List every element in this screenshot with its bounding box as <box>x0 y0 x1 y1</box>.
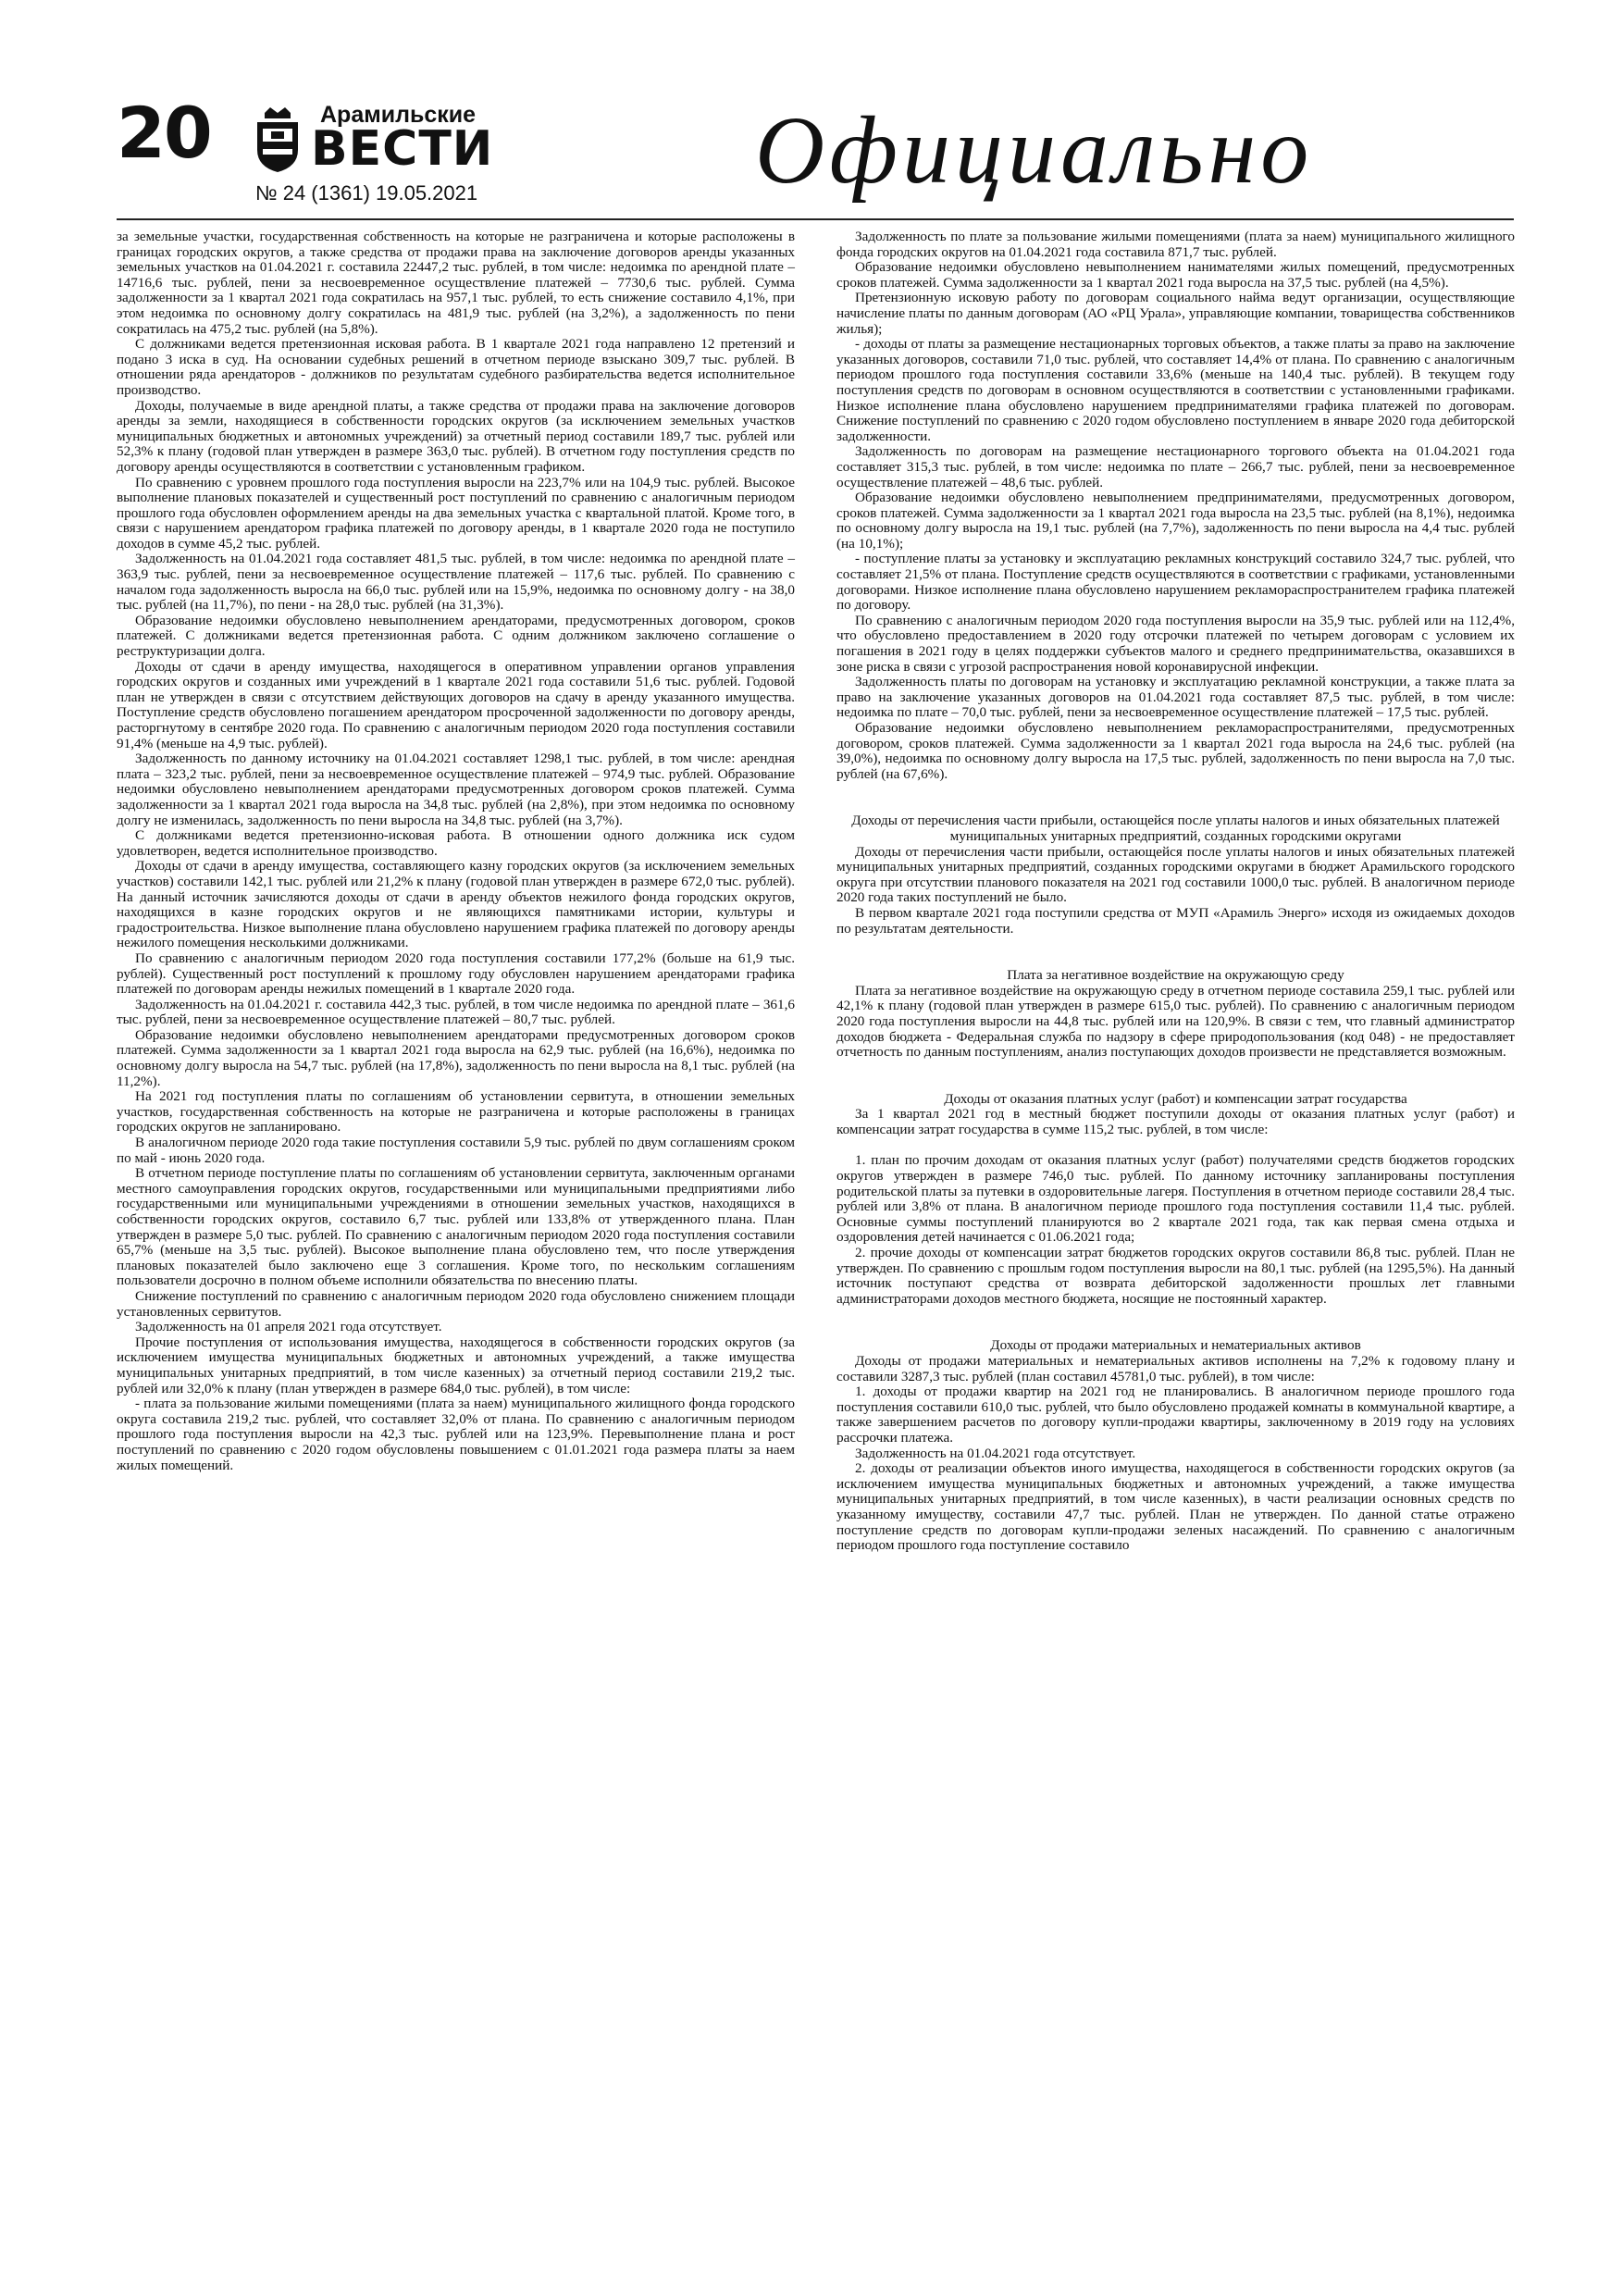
paragraph: 2. доходы от реализации объектов иного имущества, находящегося в собственности городских округов (за исключением имущества муниципальных бюджетных и автономных учреждений, а также имущества муниципальных унитарных предприятий, в том числе казенных), в части реализации основных средств по указанному имуществу, составили 47,7 тыс. рублей. План не утвержден. По данной статье отражено поступление средств по договорам купли-продажи зеленых насаждений. По сравнению с аналогичным периодом прошлого года поступление составило <box>836 1460 1515 1554</box>
paragraph: - поступление платы за установку и эксплуатацию рекламных конструкций составило 324,7 тыс. рублей, что составляет 21,5% от плана. Поступление средств осуществляются в соответствии с графиками, установленными договорами. Низкое исполнение плана обусловлено нарушением рекламораспространителем графика платежей по договору. <box>836 551 1515 614</box>
header-rule <box>117 218 1514 220</box>
paragraph: Задолженность по данному источнику на 01.04.2021 составляет 1298,1 тыс. рублей, в том числе: арендная плата – 323,2 тыс. рублей, пени за несвоевременное осуществление платежей – 974,9 тыс. рублей. Образование недоимки обусловлено невыполнением арендаторами предусмотренных договором сроков платежей. Сумма задолженности за 1 квартал 2021 года выросла на 34,8 тыс. рублей (на 2,8%), при этом недоимка по основному долгу не изменилась, задолженность по пени выросла на 34,8 тыс. рублей (на 3,7%). <box>117 751 795 828</box>
paragraph: На 2021 год поступления платы по соглашениям об установлении сервитута, в отношении земельных участков, государственная собственность на которые не разграничена и которые расположены в границах городских округов не запланировано. <box>117 1088 795 1136</box>
paragraph: С должниками ведется претензионно-исковая работа. В отношении одного должника иск судом удовлетворен, ведется исполнительное производство. <box>117 827 795 859</box>
paragraph: Образование недоимки обусловлено невыполнением арендаторами предусмотренных договором сроков платежей. Сумма задолженности за 1 квартал 2021 года выросла на 62,9 тыс. рублей (на 16,6%), недоимка по основному долгу выросла на 54,7 тыс. рублей (на 17,8%), задолженность по пени выросла на 8,1 тыс. рублей (на 11,2%). <box>117 1026 795 1089</box>
spacer <box>836 937 1515 968</box>
section-heading-profit: Доходы от перечисления части прибыли, остающейся после уплаты налогов и иных обязательных платежей муниципальных унитарных предприятий, созданных городскими округами <box>851 813 1500 844</box>
spacer <box>836 1061 1515 1092</box>
paragraph: Плата за негативное воздействие на окружающую среду в отчетном периоде составила 259,1 тыс. рублей или 42,1% к плану (годовой план утвержден в размере 615,0 тыс. рублей). По сравнению с аналогичным периодом 2020 года поступления выросли на 44,8 тыс. рублей или на 120,9%. В связи с тем, что главный администратор доходов бюджета - Федеральная служба по надзору в сфере природопользования (код 048) - не предоставляет отчетность по данным поступлениям, анализ поступающих доходов произвести не представляется возможным. <box>836 982 1515 1061</box>
paragraph: В отчетном периоде поступление платы по соглашениям об установлении сервитута, заключенным органами местного самоуправления городских округов, государственными или муниципальными предприятиями либо государственными или муниципальными учреждениями в отношении земельных участков, находящихся в собственности городских округов, составило 6,7 тыс. рублей или 133,8% от утвержденного плана. План утвержден в размере 5,0 тыс. рублей. По сравнению с аналогичным периодом 2020 года поступления составили 65,7% (меньше на 3,5 тыс. рублей). Высокое выполнение плана обусловлено тем, что после утверждения плановых показателей было заключено еще 3 соглашения. Кроме того, по нескольким соглашениям пользователи досрочно в полном объеме исполнили обязательства по внесению платы. <box>117 1165 795 1289</box>
paragraph: 1. доходы от продажи квартир на 2021 год не планировались. В аналогичном периоде прошлого года поступления составили 610,0 тыс. рублей, что было обусловлено продажей комнаты в коммунальной квартире, а также завершением расчетов по договору купли-продажи квартиры, заключенному в 2019 году на условиях рассрочки платежа. <box>836 1384 1515 1446</box>
paragraph: В первом квартале 2021 года поступили средства от МУП «Арамиль Энерго» исходя из ожидаемых доходов по результатам деятельности. <box>836 904 1515 937</box>
spacer <box>836 1307 1515 1338</box>
paragraph: Снижение поступлений по сравнению с аналогичным периодом 2020 года обусловлено снижением площади установленных сервитутов. <box>117 1287 795 1320</box>
left-column <box>117 230 795 1473</box>
logo-title: ВЕСТИ <box>311 121 494 177</box>
paragraph: 1. план по прочим доходам от оказания платных услуг (работ) получателями средств бюджетов городских округов утвержден в размере 746,0 тыс. рублей. По данному источнику запланированы поступления родительской платы за путевки в оздоровительные лагеря. Поступления в отчетном периоде составили 28,4 тыс. рублей или 3,8% от плана. В аналогичном периоде прошлого года поступления составили 11,4 тыс. рублей. Основные суммы поступлений планируются во 2 квартале 2021 года, так как первая смена отдыха и оздоровления детей начинается с 01.06.2021 года; <box>836 1152 1515 1246</box>
paragraph: Доходы от сдачи в аренду имущества, находящегося в оперативном управлении органов управления городских округов и созданных ими учреждений в 1 квартале 2021 года составили 51,6 тыс. рублей. Годовой план не утвержден в связи с отсутствием действующих договоров на сдачу в аренду указанного имущества. Поступление средств обусловлено погашением арендатором просроченной задолженности по договору аренды, расторгнутому в сентябре 2020 года. По сравнению с аналогичным периодом 2020 года поступления составили 91,4% (меньше на 4,9 тыс. рублей). <box>117 658 795 751</box>
paragraph: Образование недоимки обусловлено невыполнением нанимателями жилых помещений, предусмотренных сроков платежей. Сумма задолженности за 1 квартал 2021 года выросла на 37,5 тыс. рублей (на 4,5%). <box>836 259 1515 291</box>
page-number: 20 <box>117 92 211 174</box>
paragraph: за земельные участки, государственная собственность на которые не разграничена и которые расположены в границах городских округов, а также средства от продажи права на заключение договоров аренды указанных земельных участков на 01.04.2021 г. составила 22447,2 тыс. рублей, в том числе: недоимка по арендной плате – 14716,6 тыс. рублей, пени за несвоевременное осуществление платежей – 7730,6 тыс. рублей. Сумма задолженности за 1 квартал 2021 года сократилась на 957,1 тыс. рублей, то есть снижение составило 4,1%, при этом недоимка по основному долгу сократилась на 481,9 тыс. рублей (на 3,2%), а задолженность по пени сократилась на 475,2 тыс. рублей (на 5,8%). <box>117 229 795 337</box>
spacer <box>836 1137 1515 1153</box>
paragraph: По сравнению с уровнем прошлого года поступления выросли на 223,7% или на 104,9 тыс. рублей. Высокое выполнение плановых показателей и существенный рост поступлений по сравнению с аналогичным периодом прошлого года обусловлен оформлением аренды на два земельных участка с квартальной платой. Кроме того, в связи с нарушением арендатором графика платежей по договору аренды, в 1 квартале 2020 года не поступило доходов в сумме 45,2 тыс. рублей. <box>117 474 795 552</box>
paragraph: В аналогичном периоде 2020 года такие поступления составили 5,9 тыс. рублей по двум соглашениям сроком по май - июнь 2020 года. <box>117 1135 795 1166</box>
paragraph: Доходы от перечисления части прибыли, остающейся после уплаты налогов и иных обязательных платежей муниципальных унитарных предприятий, созданных городскими округами в бюджет Арамильского городского округа при отсутствии планового показателя на 2021 год составили 1000,0 тыс. рублей. В аналогичном периоде 2020 года таких поступлений не было. <box>836 843 1515 906</box>
paragraph: По сравнению с аналогичным периодом 2020 года поступления составили 177,2% (больше на 61,9 тыс. рублей). Существенный рост поступлений к прошлому году обусловлен нарушением арендаторами графика платежей по договорам аренды нежилых помещений в 1 квартале 2020 года. <box>117 949 795 998</box>
paragraph: С должниками ведется претензионная исковая работа. В 1 квартале 2021 года направлено 12 претензий и подано 3 иска в суд. На основании судебных решений в отчетном периоде взыскано 309,7 тыс. рублей. В отношении ряда арендаторов - должников по результатам судебного разбирательства ведется исполнительное производство. <box>117 336 795 398</box>
paragraph: Задолженность на 01.04.2021 г. составила 442,3 тыс. рублей, в том числе недоимка по арендной плате – 361,6 тыс. рублей, пени за несвоевременное осуществление платежей – 80,7 тыс. рублей. <box>117 996 795 1028</box>
paragraph: - плата за пользование жилыми помещениями (плата за наем) муниципального жилищного фонда городского округа составила 219,2 тыс. рублей, что составляет 32,0% от плана. По сравнению с аналогичным периодом прошлого года поступления выросли на 42,3 тыс. рублей или на 123,9%. Перевыполнение плана и рост поступлений по сравнению с 2020 годом обусловлены повышением с 01.01.2021 года размера платы за наем жилых помещений. <box>117 1396 795 1473</box>
paragraph: Доходы от сдачи в аренду имущества, составляющего казну городских округов (за исключением земельных участков) составили 142,1 тыс. рублей или 21,2% к плану (годовой план утвержден в размере 672,0 тыс. рублей). На данный источник зачисляются доходы от сдачи в аренду объектов нежилого фонда городских округов, находящихся в казне городских округов и не являющихся памятниками истории, культуры и градостроительства. Низкое выполнение плана обусловлено нарушением графика платежей по договору аренды нежилого помещения несколькими должниками. <box>117 858 795 951</box>
paragraph: Претензионную исковую работу по договорам социального найма ведут организации, осуществляющие начисление платы по данным договорам (АО «РЦ Урала», управляющие компании, товарищества собственников жилья); <box>836 290 1515 337</box>
paragraph: - доходы от платы за размещение нестационарных торговых объектов, а также платы за право на заключение указанных договоров, составили 71,0 тыс. рублей, что составляет 14,4% от плана. По сравнению с аналогичным периодом прошлого года поступления составили 33,6% (меньше на 140,4 тыс. рублей). В текущем году поступления средств по договорам в основном осуществляются в соответствии с установленными графиками. Низкое исполнение плана обусловлено нарушением предпринимателями графика платежей по договорам. Снижение поступлений по сравнению с 2020 годом обусловлено поступлением в январе 2020 года дебиторской задолженности. <box>836 336 1515 444</box>
paragraph: Образование недоимки обусловлено невыполнением рекламораспространителями, предусмотренных договором, сроков платежей. Сумма задолженности за 1 квартал 2021 года выросла на 24,6 тыс. рублей (на 39,0%), недоимка по основному долгу выросла на 17,5 тыс. рублей, задолженность по пени выросла на 7,0 тыс. рублей (на 67,6%). <box>836 720 1515 782</box>
logo-subtitle: Арамильские <box>320 102 477 128</box>
paragraph: Задолженность платы по договорам на установку и эксплуатацию рекламной конструкции, а также плата за право на заключение указанных договоров на 01.04.2021 года составляет 87,5 тыс. рублей, в том числе: недоимка по плате – 70,0 тыс. рублей, пени за несвоевременное осуществление платежей – 17,5 тыс. рублей. <box>836 674 1515 721</box>
paragraph: Доходы, получаемые в виде арендной платы, а также средства от продажи права на заключение договоров аренды за земли, находящиеся в собственности городских округов (за исключением земельных участков муниципальных бюджетных и автономных учреждений) за отчетный период составили 189,7 тыс. рублей или 52,3% к плану (годовой план утвержден в размере 363,0 тыс. рублей). В отчетном году поступления средств по договору аренды осуществляются в соответствии с установленным графиком. <box>117 397 795 475</box>
coat-of-arms-icon <box>252 104 304 174</box>
section-heading-environment: Плата за негативное воздействие на окружающую среду <box>1007 967 1344 984</box>
paragraph: По сравнению с аналогичным периодом 2020 года поступления выросли на 35,9 тыс. рублей или на 112,4%, что обусловлено предоставлением в 2020 году отсрочки платежей по четырем договорам с условием их погашения в 2021 году в целях поддержки субъектов малого и среднего предпринимательства, оказавшихся в зоне риска в связи с угрозой распространения новой коронавирусной инфекции. <box>836 612 1515 675</box>
masthead <box>117 92 1514 207</box>
paragraph: Прочие поступления от использования имущества, находящегося в собственности городских округов (за исключением имущества муниципальных бюджетных и автономных учреждений, а также имущества муниципальных унитарных предприятий, в том числе казенных) за отчетный период составили 219,2 тыс. рублей или 32,0% к плану (план утвержден в размере 684,0 тыс. рублей), в том числе: <box>117 1334 795 1396</box>
paragraph: Задолженность на 01 апреля 2021 года отсутствует. <box>135 1319 442 1335</box>
paragraph: Образование недоимки обусловлено невыполнением предпринимателями, предусмотренных договором, сроков платежей. Сумма задолженности за 1 квартал 2021 года выросла на 23,5 тыс. рублей (на 8,1%), недоимка по основному долгу выросла на 19,1 тыс. рублей (на 7,7%), задолженность по пени выросла на 4,4 тыс. рублей (на 10,1%); <box>836 490 1515 552</box>
paragraph: Задолженность на 01.04.2021 года отсутствует. <box>855 1445 1136 1461</box>
paragraph: 2. прочие доходы от компенсации затрат бюджетов городских округов составили 86,8 тыс. рублей. План не утвержден. По сравнению с прошлым годом поступления выросли на 80,1 тыс. рублей (на 1295,5%). На данный источник поступают средства от возврата дебиторской задолженности прошлых лет главными администраторами доходов местного бюджета, носящие не постоянный характер. <box>836 1245 1515 1307</box>
paragraph: Задолженность по плате за пользование жилыми помещениями (плата за наем) муниципального жилищного фонда городских округов на 01.04.2021 года составила 871,7 тыс. рублей. <box>836 229 1515 260</box>
section-heading-services: Доходы от оказания платных услуг (работ) и компенсации затрат государства <box>944 1090 1407 1107</box>
paragraph: Задолженность по договорам на размещение нестационарного торгового объекта на 01.04.2021 года составляет 315,3 тыс. рублей, в том числе: недоимка по плате – 266,7 тыс. рублей, пени за несвоевременное осуществление платежей – 48,6 тыс. рублей. <box>836 443 1515 490</box>
paragraph: Задолженность на 01.04.2021 года составляет 481,5 тыс. рублей, в том числе: недоимка по арендной плате – 363,9 тыс. рублей, пени за несвоевременное осуществление платежей – 117,6 тыс. рублей. По сравнению с началом года задолженность выросла на 66,0 тыс. рублей или на 15,9%, недоимка по основному долгу - на 38,0 тыс. рублей (на 11,7%), по пени - на 28,0 тыс. рублей (на 31,3%). <box>117 551 795 614</box>
spacer <box>836 782 1515 813</box>
paragraph: Образование недоимки обусловлено невыполнением арендаторами, предусмотренных договором, сроков платежей. С должниками ведется претензионная работа. С одним должником заключено соглашение о реструктуризации долга. <box>117 612 795 660</box>
issue-info: № 24 (1361) 19.05.2021 <box>255 181 478 205</box>
paragraph: За 1 квартал 2021 год в местный бюджет поступили доходы от оказания платных услуг (работ) и компенсации затрат государства в сумме 115,2 тыс. рублей, в том числе: <box>836 1106 1515 1137</box>
paragraph: Доходы от продажи материальных и нематериальных активов исполнены на 7,2% к годовому плану и составили 3287,3 тыс. рублей (план составил 45781,0 тыс. рублей), в том числе: <box>836 1353 1515 1384</box>
newspaper-logo <box>252 102 494 177</box>
right-column <box>836 230 1515 1554</box>
section-title: Официально <box>755 97 1314 204</box>
section-heading-assets: Доходы от продажи материальных и нематериальных активов <box>990 1337 1361 1354</box>
